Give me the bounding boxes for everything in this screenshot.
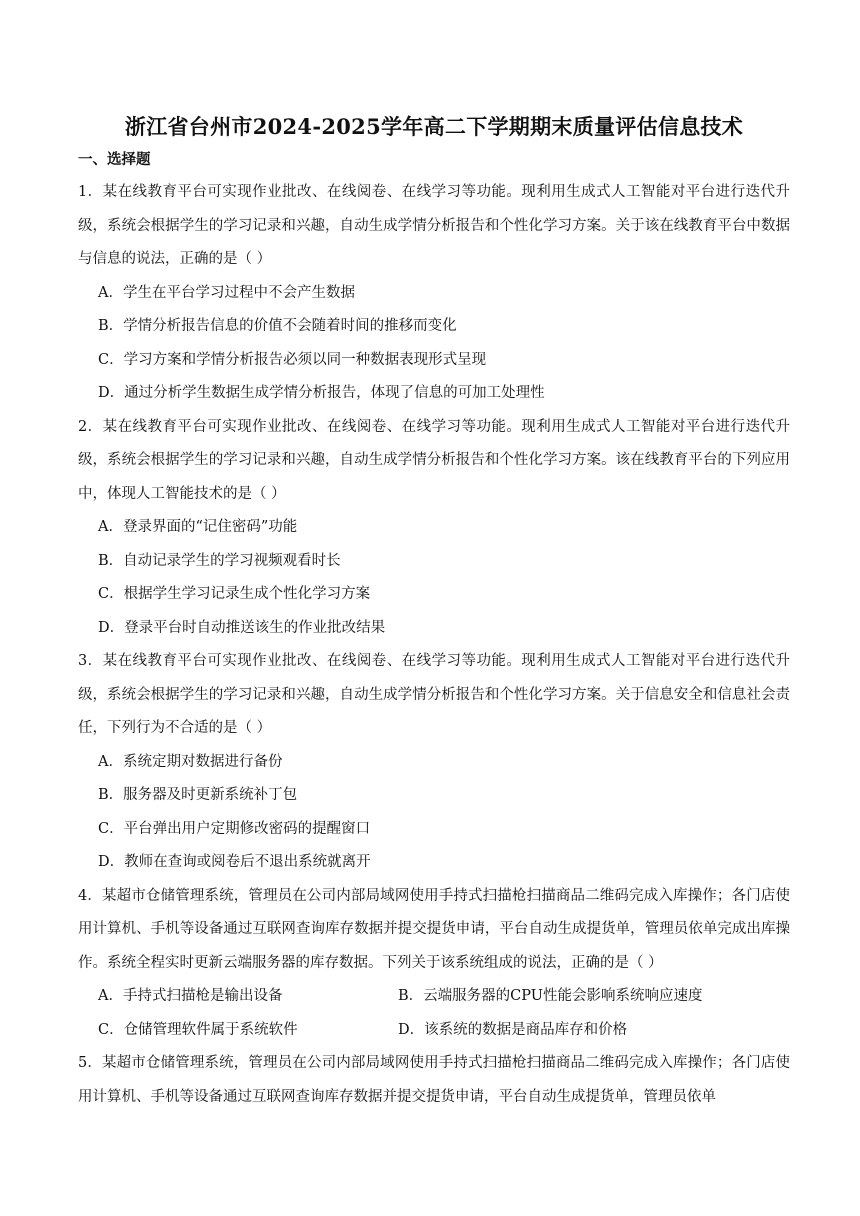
question-4-option-a: A．手持式扫描枪是输出设备 (98, 988, 283, 1004)
question-3-stem: 3．某在线教育平台可实现作业批改、在线阅卷、在线学习等功能。现利用生成式人工智能对平台进行迭代升级，系统会根据学生的学习记录和兴趣，自动生成学情分析报告和个性化学习方案。关于信息安全和信息社会责任，下列行为不合适的是（ ） (78, 653, 790, 736)
question-2-option-b: B．自动记录学生的学习视频观看时长 (98, 552, 341, 569)
question-2-option-d: D．登录平台时自动推送该生的作业批改结果 (98, 619, 386, 636)
question-1-option-c: C．学习方案和学情分析报告必须以同一种数据表现形式呈现 (98, 351, 487, 368)
question-1-option-d: D．通过分析学生数据生成学情分析报告，体现了信息的可加工处理性 (98, 385, 545, 401)
question-2-option-a: A．登录界面的“记住密码”功能 (98, 519, 298, 535)
question-1-stem: 1．某在线教育平台可实现作业批改、在线阅卷、在线学习等功能。现利用生成式人工智能对平台进行迭代升级，系统会根据学生的学习记录和兴趣，自动生成学情分析报告和个性化学习方案。关于该在线教育平台中数据与信息的说法，正确的是（ ） (78, 184, 790, 267)
question-4-option-d: D．该系统的数据是商品库存和价格 (398, 1021, 628, 1038)
question-2-option-c: C．根据学生学习记录生成个性化学习方案 (98, 586, 371, 602)
question-4-options-row-1 (78, 980, 790, 1014)
question-5-stem: 5．某超市仓储管理系统，管理员在公司内部局域网使用手持式扫描枪扫描商品二维码完成入库操作；各门店使用计算机、手机等设备通过互联网查询库存数据并提交提货申请，平台自动生成提货单，管理员依单 (78, 1055, 790, 1105)
section-heading: 一、选择题 (78, 151, 151, 168)
question-1-option-b: B．学情分析报告信息的价值不会随着时间的推移而变化 (98, 318, 457, 334)
question-4-option-b: B．云端服务器的CPU性能会影响系统响应速度 (398, 988, 703, 1004)
question-3-option-d: D．教师在查询或阅卷后不退出系统就离开 (98, 854, 371, 870)
question-4-option-c: C．仓储管理软件属于系统软件 (98, 1021, 298, 1038)
question-4-stem: 4．某超市仓储管理系统，管理员在公司内部局域网使用手持式扫描枪扫描商品二维码完成入库操作；各门店使用计算机、手机等设备通过互联网查询库存数据并提交提货申请，平台自动生成提货单，管理员依单完成出库操作。系统全程实时更新云端服务器的库存数据。下列关于该系统组成的说法，正确的是（ ） (78, 887, 790, 971)
question-3-option-c: C．平台弹出用户定期修改密码的提醒窗口 (98, 820, 371, 837)
question-4-options-row-2 (78, 1014, 790, 1048)
question-1-option-a: A．学生在平台学习过程中不会产生数据 (98, 284, 355, 301)
question-2-stem: 2．某在线教育平台可实现作业批改、在线阅卷、在线学习等功能。现利用生成式人工智能对平台进行迭代升级，系统会根据学生的学习记录和兴趣，自动生成学情分析报告和个性化学习方案。该在线教育平台的下列应用中，体现人工智能技术的是（ ） (78, 418, 790, 502)
question-3-option-b: B．服务器及时更新系统补丁包 (98, 787, 298, 803)
question-3-option-a: A．系统定期对数据进行备份 (98, 753, 283, 770)
document-title: 浙江省台州市2024-2025学年高二下学期期末质量评估信息技术 (124, 114, 744, 139)
